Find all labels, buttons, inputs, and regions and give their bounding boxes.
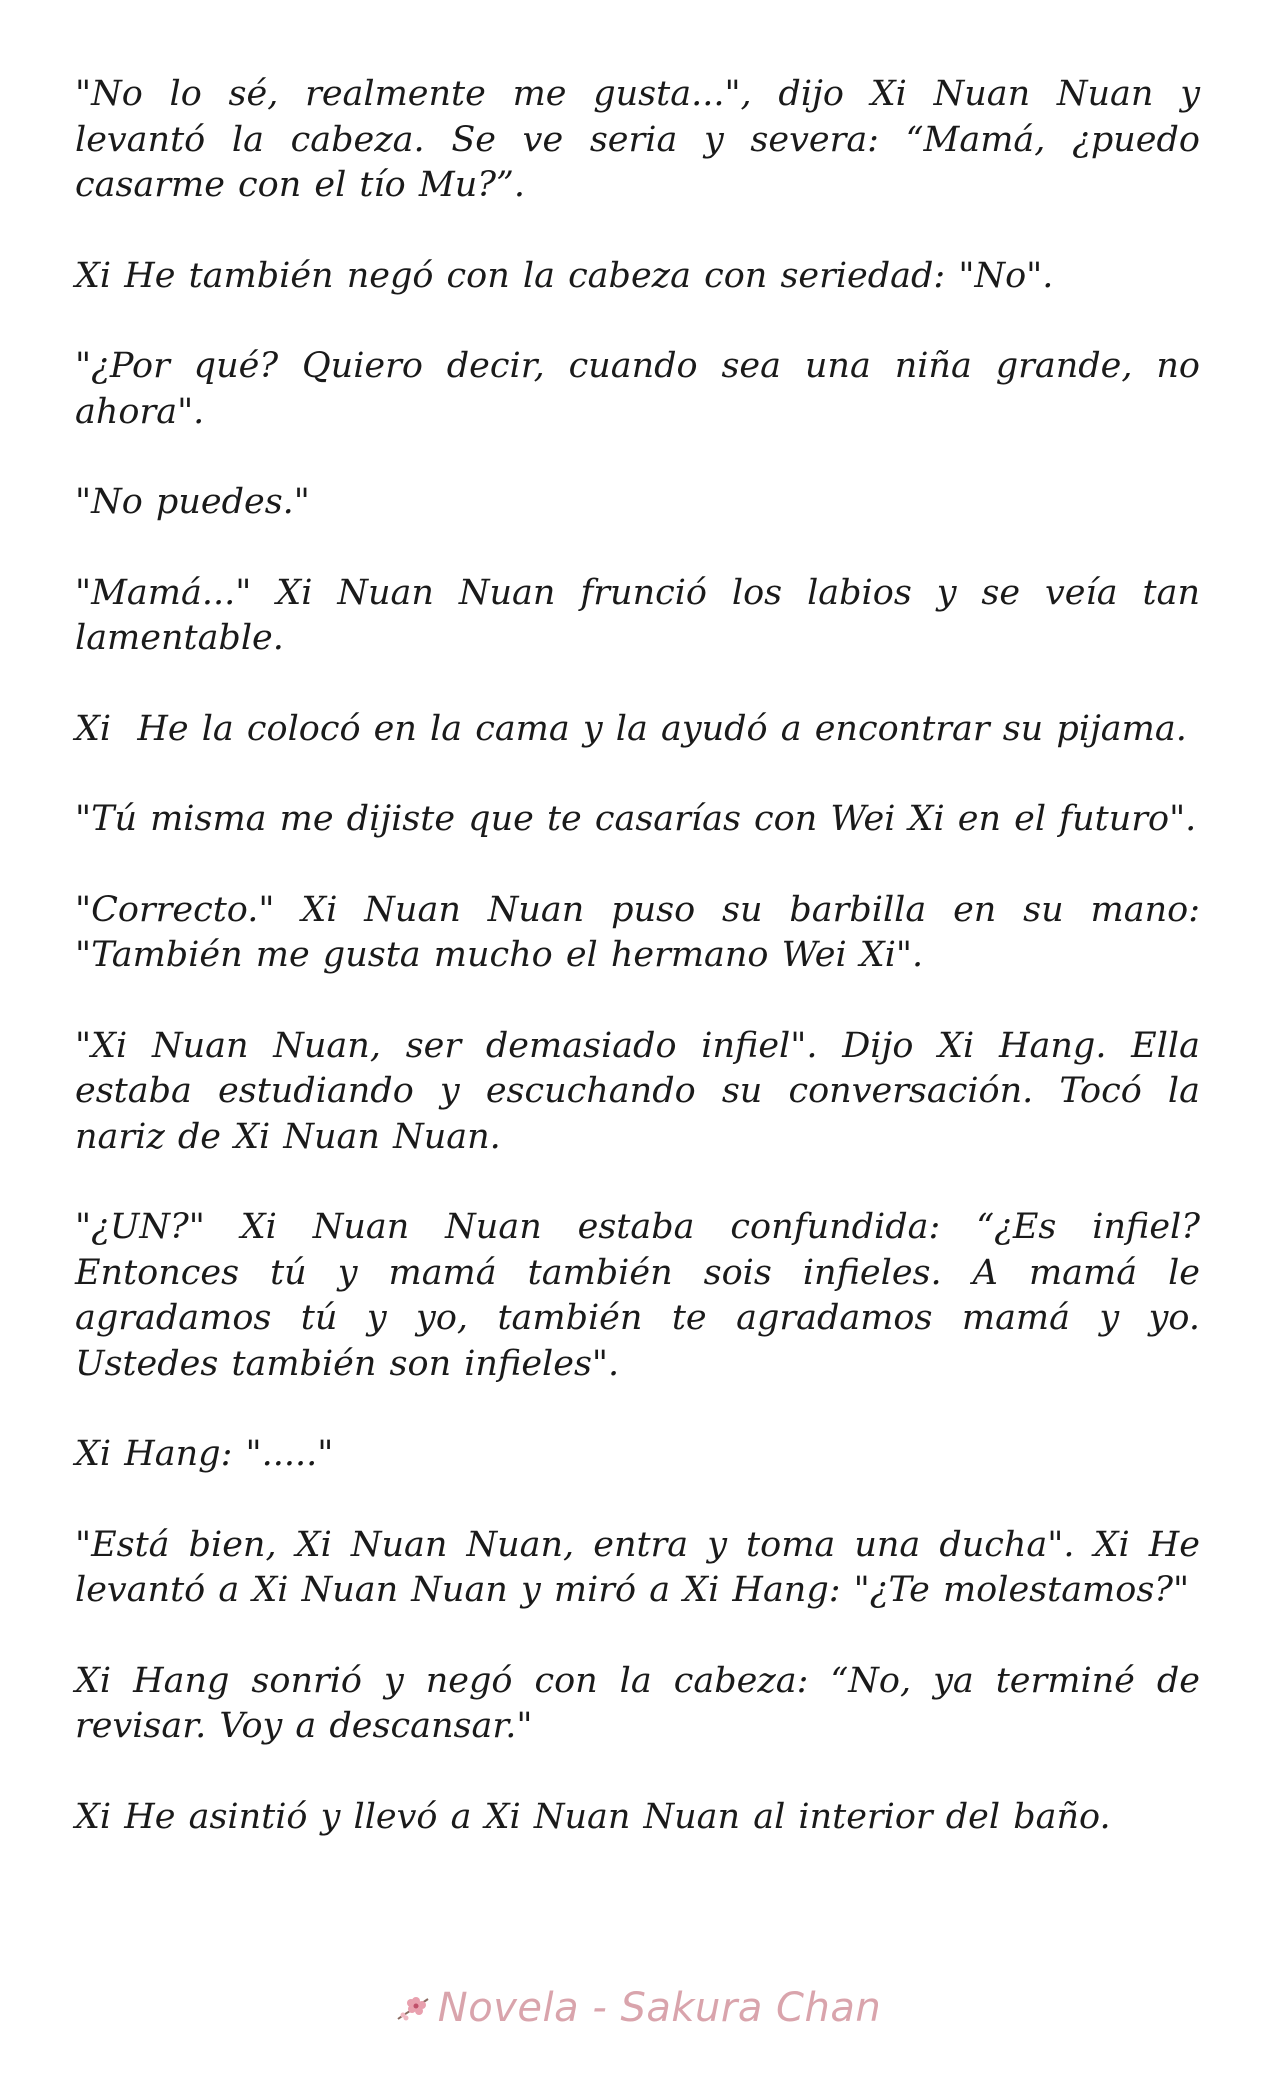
paragraph-9: "Xi Nuan Nuan, ser demasiado infiel". Dijo Xi Hang. Ella estaba estudiando y escuchando su conversación. Tocó la nariz de Xi Nuan Nuan. [75, 1025, 1200, 1157]
paragraph-3: "¿Por qué? Quiero decir, cuando sea una niña grande, no ahora". [75, 346, 1200, 432]
paragraph-6: Xi He la colocó en la cama y la ayudó a encontrar su pijama. [75, 708, 1187, 749]
paragraph-2: Xi He también negó con la cabeza con seriedad: "No". [75, 255, 1054, 296]
paragraph-7: "Tú misma me dijiste que te casarías con Wei Xi en el futuro". [75, 799, 1197, 839]
paragraph-10: "¿UN?" Xi Nuan Nuan estaba confundida: “¿Es infiel? Entonces tú y mamá también sois infieles. A mamá le agradamos tú y yo, también te agradamos mamá y yo. Ustedes también son infieles". [75, 1207, 1200, 1384]
watermark-text: Novela - Sakura Chan [437, 1985, 882, 2031]
paragraph-5: "Mamá..." Xi Nuan Nuan frunció los labios y se veía tan lamentable. [75, 572, 1200, 658]
paragraph-14: Xi He asintió y llevó a Xi Nuan Nuan al interior del baño. [75, 1796, 1111, 1837]
paragraph-4: "No puedes." [75, 482, 310, 522]
watermark [0, 1985, 1275, 2031]
paragraph-8: "Correcto." Xi Nuan Nuan puso su barbilla en su mano: "También me gusta mucho el hermano Wei Xi". [75, 889, 1200, 975]
sakura-flower-icon [394, 1989, 432, 2027]
paragraph-1: "No lo sé, realmente me gusta...", dijo Xi Nuan Nuan y levantó la cabeza. Se ve seria y severa: “Mamá, ¿puedo casarme con el tío Mu?”. [75, 74, 1200, 205]
paragraph-11: Xi Hang: "....." [75, 1434, 334, 1474]
paragraph-12: "Está bien, Xi Nuan Nuan, entra y toma una ducha". Xi He levantó a Xi Nuan Nuan y miró a Xi Hang: "¿Te molestamos?" [75, 1524, 1200, 1610]
document-body [75, 72, 1200, 1885]
paragraph-13: Xi Hang sonrió y negó con la cabeza: “No, ya terminé de revisar. Voy a descansar." [75, 1660, 1200, 1746]
